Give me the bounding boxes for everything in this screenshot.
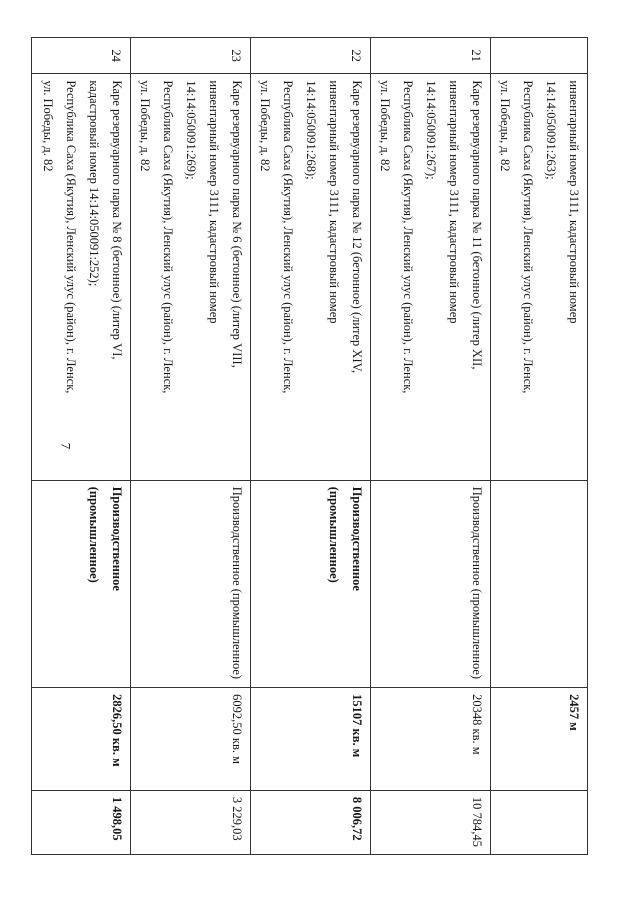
- purpose-cell: Производственное (промышленное): [371, 480, 491, 687]
- description-line: Каре резервуарного парка № 11 (бетонное) (литер XII,: [470, 80, 484, 370]
- table-row: [251, 38, 371, 855]
- row-number-cell: [491, 38, 588, 74]
- description-line: Республика Саха (Якутия), Ленский улус (район), г. Ленск,: [521, 80, 535, 394]
- property-table: [31, 37, 588, 855]
- table-row: [371, 38, 491, 855]
- description-line: Республика Саха (Якутия), Ленский улус (район), г. Ленск,: [281, 80, 295, 394]
- table-row: [491, 38, 588, 855]
- area-cell: 2457 м: [491, 688, 588, 791]
- area-cell: 15107 кв. м: [251, 688, 371, 791]
- description-line: ул. Победы, д. 82: [41, 80, 55, 172]
- description-line: ул. Победы, д. 82: [258, 80, 272, 172]
- purpose-cell: Производственное (промышленное): [32, 480, 131, 687]
- description-line: ул. Победы, д. 82: [378, 80, 392, 172]
- description-line: Каре резервуарного парка № 8 (бетонное) (литер VI,: [110, 80, 124, 360]
- description-line: кадастровый номер 14:14:050091:252);: [87, 80, 101, 287]
- purpose-cell: Производственное (промышленное): [251, 480, 371, 687]
- description-line: Республика Саха (Якутия), Ленский улус (район), г. Ленск,: [64, 80, 78, 394]
- row-number-cell: 21: [371, 38, 491, 74]
- description-line: Республика Саха (Якутия), Ленский улус (район), г. Ленск,: [401, 80, 415, 394]
- value-cell: 10 784,45: [371, 790, 491, 854]
- description-line: 14:14:050091:263);: [544, 80, 558, 180]
- description-line: инвентарный номер 3111, кадастровый номер: [567, 80, 581, 324]
- property-table-body: [32, 38, 588, 855]
- value-cell: 8 006,72: [251, 790, 371, 854]
- table-row: [32, 38, 131, 855]
- area-cell: 20348 кв. м: [371, 688, 491, 791]
- description-cell: [491, 74, 588, 480]
- row-number-cell: 24: [32, 38, 131, 74]
- value-cell: 1 498,05: [32, 790, 131, 854]
- area-cell: 6092,50 кв. м: [131, 688, 251, 791]
- description-line: 14:14:050091:269);: [184, 80, 198, 180]
- table-row: [131, 38, 251, 855]
- page-number: 7: [58, 442, 74, 450]
- purpose-cell: Производственное (промышленное): [131, 480, 251, 687]
- description-line: 14:14:050091:268);: [304, 80, 318, 180]
- description-line: ул. Победы, д. 82: [138, 80, 152, 172]
- description-cell: [131, 74, 251, 480]
- description-cell: [371, 74, 491, 480]
- description-line: ул. Победы, д. 82: [498, 80, 512, 172]
- description-cell: [251, 74, 371, 480]
- description-line: Республика Саха (Якутия), Ленский улус (район), г. Ленск,: [161, 80, 175, 394]
- value-cell: 3 229,03: [131, 790, 251, 854]
- description-cell: [32, 74, 131, 480]
- property-table-wrapper: [41, 37, 588, 855]
- description-line: Каре резервуарного парка № 12 (бетонное) (литер XIV,: [350, 80, 364, 374]
- description-line: инвентарный номер 3111, кадастровый номер: [207, 80, 221, 324]
- description-line: инвентарный номер 3111, кадастровый номер: [327, 80, 341, 324]
- area-cell: 2826,50 кв. м: [32, 688, 131, 791]
- description-line: 14:14:050091:267);: [424, 80, 438, 180]
- row-number-cell: 23: [131, 38, 251, 74]
- description-line: инвентарный номер 3111, кадастровый номер: [447, 80, 461, 324]
- purpose-cell: [491, 480, 588, 687]
- description-line: Каре резервуарного парка № 6 (бетонное) (литер VIII,: [230, 80, 244, 368]
- value-cell: [491, 790, 588, 854]
- row-number-cell: 22: [251, 38, 371, 74]
